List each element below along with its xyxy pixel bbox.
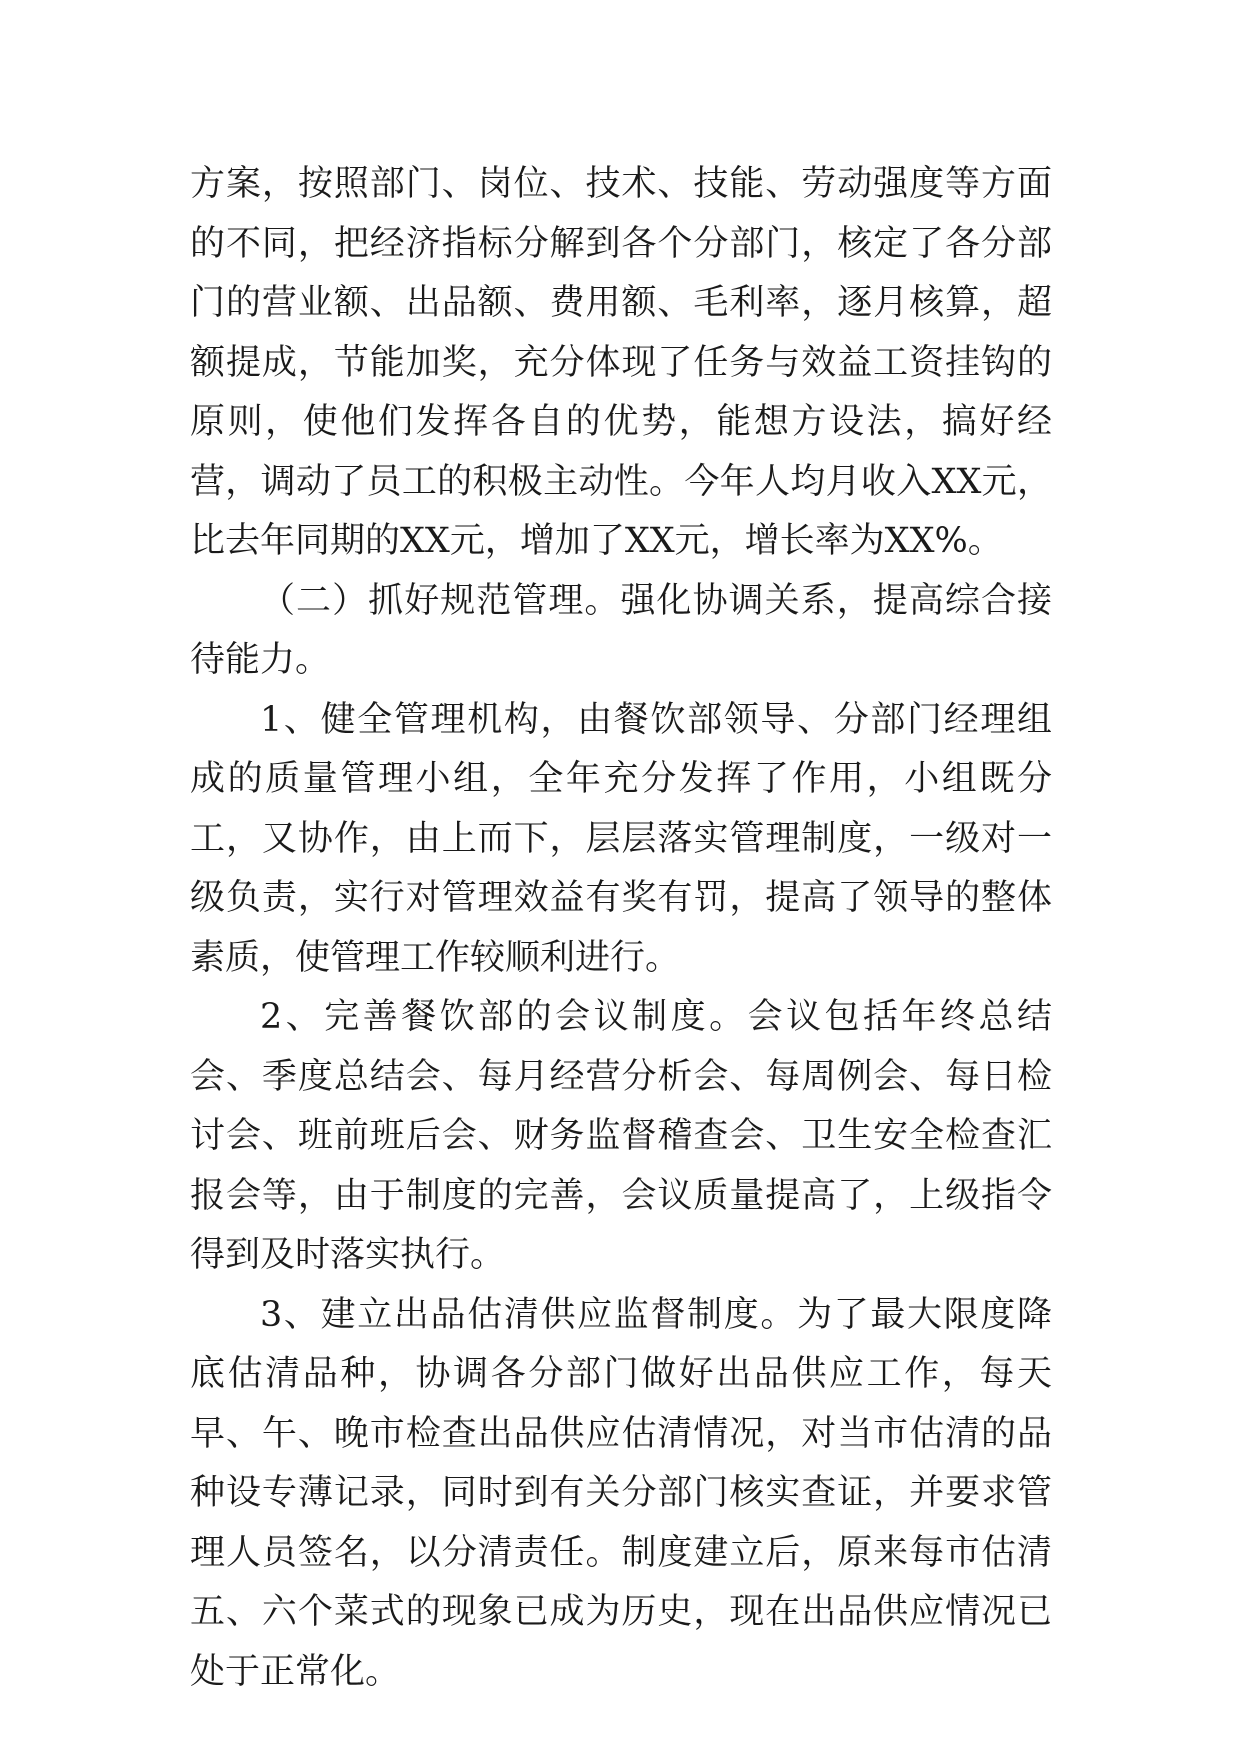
paragraph-item-3: 3、建立出品估清供应监督制度。为了最大限度降底估清品种，协调各分部门做好出品供应工作，每天早、午、晚市检查出品供应估清情况，对当市估清的品种设专薄记录，同时到有关分部门核实查证，并要求管理人员签名，以分清责任。制度建立后，原来每市估清五、六个菜式的现象已成为历史，现在出品供应情况已处于正常化。 <box>190 1294 1052 1692</box>
paragraph-summary-continued: 方案，按照部门、岗位、技术、技能、劳动强度等方面的不同，把经济指标分解到各个分部门，核定了各分部门的营业额、出品额、费用额、毛利率，逐月核算，超额提成，节能加奖，充分体现了任务与效益工资挂钩的原则，使他们发挥各自的优势，能想方设法，搞好经营，调动了员工的积极主动性。今年人均月收入XX元，比去年同期的XX元，增加了XX元，增长率为XX%。 <box>190 164 1052 561</box>
document-body <box>190 155 1052 1702</box>
paragraph-section-heading: （二）抓好规范管理。强化协调关系，提高综合接待能力。 <box>190 580 1052 680</box>
paragraph-item-1: 1、健全管理机构，由餐饮部领导、分部门经理组成的质量管理小组，全年充分发挥了作用，小组既分工，又协作，由上而下，层层落实管理制度，一级对一级负责，实行对管理效益有奖有罚，提高了领导的整体素质，使管理工作较顺利进行。 <box>190 699 1052 978</box>
paragraph-item-2: 2、完善餐饮部的会议制度。会议包括年终总结会、季度总结会、每月经营分析会、每周例会、每日检讨会、班前班后会、财务监督稽查会、卫生安全检查汇报会等，由于制度的完善，会议质量提高了，上级指令得到及时落实执行。 <box>190 997 1052 1275</box>
